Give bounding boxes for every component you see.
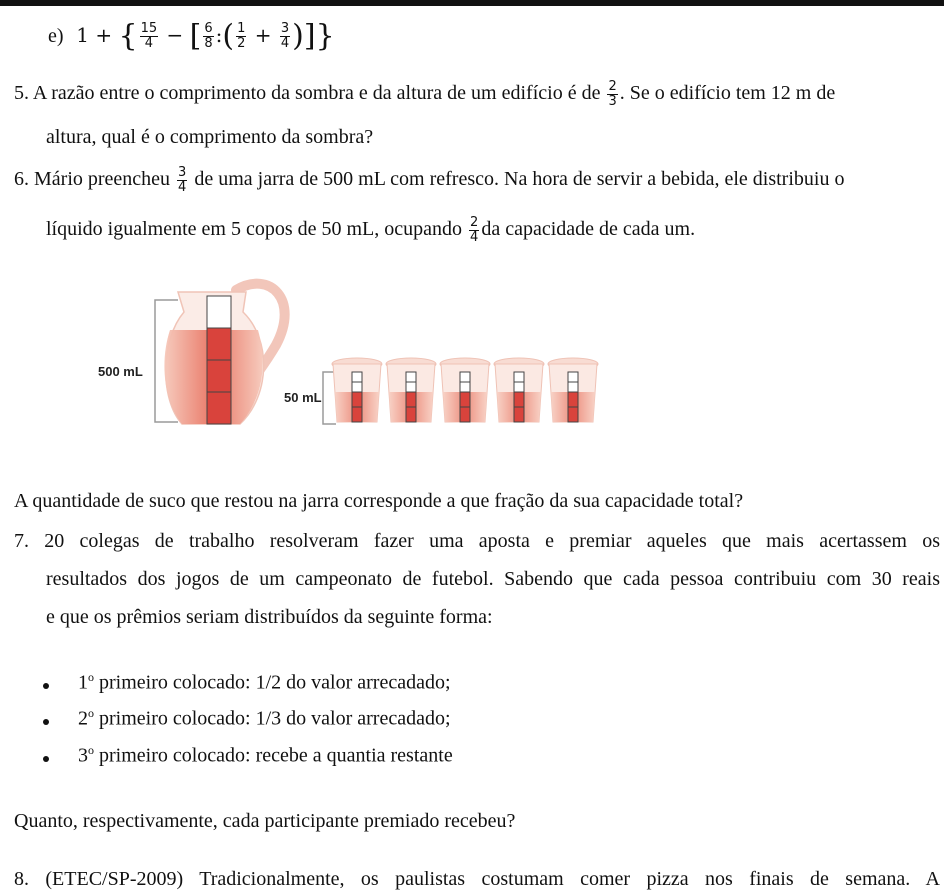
q6-line-2: líquido igualmente em 5 copos de 50 mL, ocupando $\frac{2}{4}$ da capacidade de cada um. xyxy=(46,215,696,245)
cup-4 xyxy=(494,358,544,422)
q7-line-1: 7. 20 colegas de trabalho resolveram fazer uma aposta e premiar aqueles que mais acertassem os xyxy=(14,530,940,552)
cup-5 xyxy=(548,358,598,422)
q7-line-3: e que os prêmios seriam distribuídos da seguinte forma: xyxy=(46,606,493,628)
jar-capacity-label: 500 mL xyxy=(98,364,143,379)
q6-fraction-3-4: $\frac{3}{4}$ xyxy=(178,165,187,195)
fraction-15-4: $\frac{15}{4}$ xyxy=(140,21,158,51)
jar-scale-fill xyxy=(207,328,231,424)
q5-line-2: altura, qual é o comprimento da sombra? xyxy=(46,126,374,148)
fraction-1-2: $\frac{1}{2}$ xyxy=(237,21,246,51)
q8-line-1: 8. (ETEC/SP-2009) Tradicionalmente, os paulistas costumam comer pizza nos finais de semana. A xyxy=(14,868,940,890)
q7-question: Quanto, respectivamente, cada participante premiado recebeu? xyxy=(14,810,516,832)
bullet-1 xyxy=(43,683,49,689)
q5-line-1: 5. A razão entre o comprimento da sombra e da altura de um edifício é de $\frac{2}{3}$ . Se o edifício tem 12 m de xyxy=(14,79,836,109)
q5-fraction: $\frac{2}{3}$ xyxy=(608,79,617,109)
bullet-3 xyxy=(43,756,49,762)
prize-item-2: 2$^o$ primeiro colocado: 1/3 do valor arrecadado; xyxy=(78,706,451,730)
cup-capacity-label: 50 mL xyxy=(284,390,322,405)
q6-question: A quantidade de suco que restou na jarra corresponde a que fração da sua capacidade total? xyxy=(14,490,744,512)
jar xyxy=(164,284,284,424)
prize-item-1: 1$^o$ primeiro colocado: 1/2 do valor arrecadado; xyxy=(78,670,451,694)
fraction-6-8: $\frac{6}{8}$ xyxy=(204,21,213,51)
cup-2 xyxy=(386,358,436,422)
item-e-label: e) xyxy=(48,25,64,47)
q6-line-1: 6. Mário preencheu $\frac{3}{4}$ de uma jarra de 500 mL com refresco. Na hora de servir a bebida, ele distribuiu o xyxy=(14,165,845,195)
fraction-3-4: $\frac{3}{4}$ xyxy=(280,21,290,51)
cup-3 xyxy=(440,358,490,422)
prize-item-3: 3$^o$ primeiro colocado: recebe a quantia restante xyxy=(78,743,453,767)
q7-line-2: resultados dos jogos de um campeonato de futebol. Sabendo que cada pessoa contribuiu com 30 reais xyxy=(46,568,940,590)
cups-group xyxy=(332,358,598,422)
q6-fraction-2-4: $\frac{2}{4}$ xyxy=(470,215,479,245)
item-e-expression: e) 1 + { $\frac{15}{4}$ − [ $\frac{6}{8}$ :( $\frac{1}{2}$ + $\frac{3}{4}$ )]} xyxy=(48,18,335,54)
cup-1 xyxy=(332,358,382,422)
bullet-2 xyxy=(43,719,49,725)
